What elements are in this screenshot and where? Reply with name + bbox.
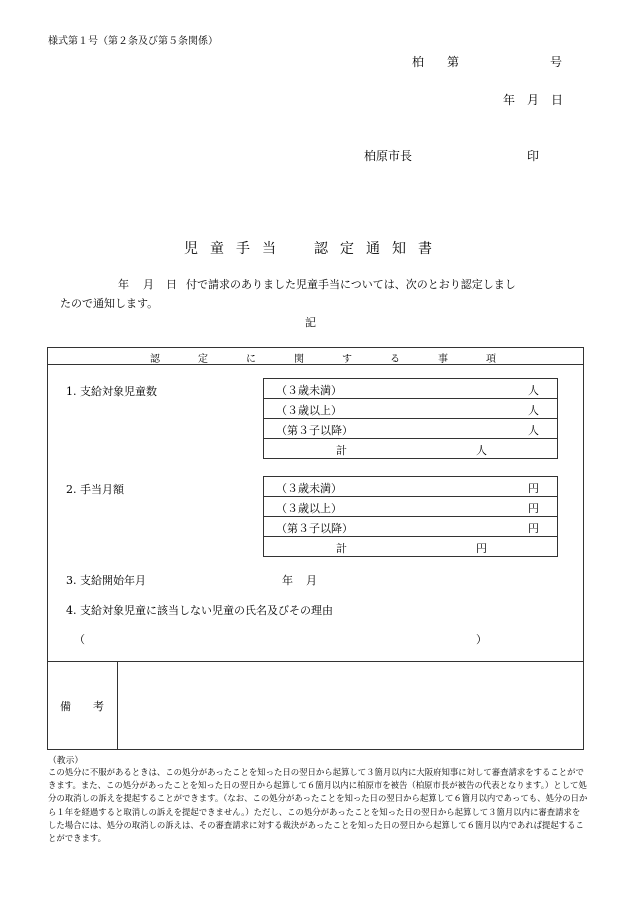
remarks-column-divider <box>117 661 118 749</box>
row-unit: 人 <box>528 424 539 437</box>
total-label: 計 <box>336 542 347 555</box>
title-certification-notice: 認定通知書 <box>314 241 444 257</box>
item3-month: 月 <box>306 574 317 587</box>
row-label: （３歳以上） <box>276 502 342 515</box>
item1-label: 1. 支給対象児童数 <box>66 385 157 398</box>
seal-mark: 印 <box>527 149 540 163</box>
total-unit: 人 <box>476 444 487 457</box>
table-header: 認 定 に 関 す る 事 項 <box>150 354 510 365</box>
row-unit: 円 <box>528 502 539 515</box>
row-label: （第３子以降） <box>276 424 353 437</box>
doc-number-prefix: 柏 <box>412 55 425 69</box>
item1-row-total <box>264 439 557 458</box>
title-child-allowance: 児童手当 <box>184 241 288 257</box>
item2-label: 2. 手当月額 <box>66 483 124 496</box>
row-unit: 円 <box>528 482 539 495</box>
item1-row-over3 <box>264 399 557 419</box>
intro-day: 日 <box>166 278 177 291</box>
remarks-label: 備 考 <box>60 700 104 713</box>
item1-row-third-child <box>264 419 557 439</box>
date-year: 年 <box>503 93 516 107</box>
item1-child-count-box <box>263 378 558 459</box>
item2-row-third-child <box>264 517 557 537</box>
intro-year: 年 <box>118 278 129 291</box>
item2-row-over3 <box>264 497 557 517</box>
issuer-name: 柏原市長 <box>364 149 413 163</box>
item1-row-under3 <box>264 379 557 399</box>
total-label: 計 <box>336 444 347 457</box>
doc-number-mid: 第 <box>447 55 460 69</box>
intro-line2: たので通知します。 <box>60 297 159 310</box>
notice-heading: （教示） <box>48 756 84 766</box>
item3-year: 年 <box>282 574 293 587</box>
total-unit: 円 <box>476 542 487 555</box>
intro-line1: 付で請求のありました児童手当については、次のとおり認定しまし <box>186 278 516 291</box>
intro-month: 月 <box>143 278 154 291</box>
item2-row-under3 <box>264 477 557 497</box>
remarks-divider <box>47 661 584 662</box>
item2-row-total <box>264 537 557 556</box>
item2-monthly-amount-box <box>263 476 558 557</box>
doc-number-suffix: 号 <box>550 55 563 69</box>
item3-label: 3. 支給開始年月 <box>66 574 146 587</box>
item4-open-paren: （ <box>74 633 85 646</box>
row-unit: 円 <box>528 522 539 535</box>
row-unit: 人 <box>528 384 539 397</box>
row-label: （３歳未満） <box>276 482 342 495</box>
notice-body: この処分に不服があるときは、この処分があったことを知った日の翌日から起算して３箇月以内に大阪府知事に対して審査請求をすることができます。また、この処分があったことを知った日の翌日から起算して６箇月以内に柏原市を被告（柏原市長が被告の代表となります。）として処分の取消しの訴えを提起することができます。（なお、この処分があったことを知った日の翌日から起算して６箇月以内であっても、処分の日から１年を経過すると取消しの訴えを提起できません。）ただし、この処分があったことを知った日の翌日から起算して３箇月以内に審査請求をした場合には、処分の取消しの訴えは、その審査請求に対する裁決があったことを知った日の翌日から起算して６箇月以内であれば提起することができます。 <box>48 767 588 844</box>
row-label: （第３子以降） <box>276 522 353 535</box>
date-month: 月 <box>527 93 540 107</box>
form-number: 様式第１号（第２条及び第５条関係） <box>48 36 218 47</box>
item4-close-paren: ） <box>476 633 487 646</box>
item4-label: 4. 支給対象児童に該当しない児童の氏名及びその理由 <box>66 604 333 617</box>
row-label: （３歳以上） <box>276 404 342 417</box>
row-label: （３歳未満） <box>276 384 342 397</box>
date-day: 日 <box>551 93 564 107</box>
row-unit: 人 <box>528 404 539 417</box>
ki-heading: 記 <box>305 316 316 329</box>
